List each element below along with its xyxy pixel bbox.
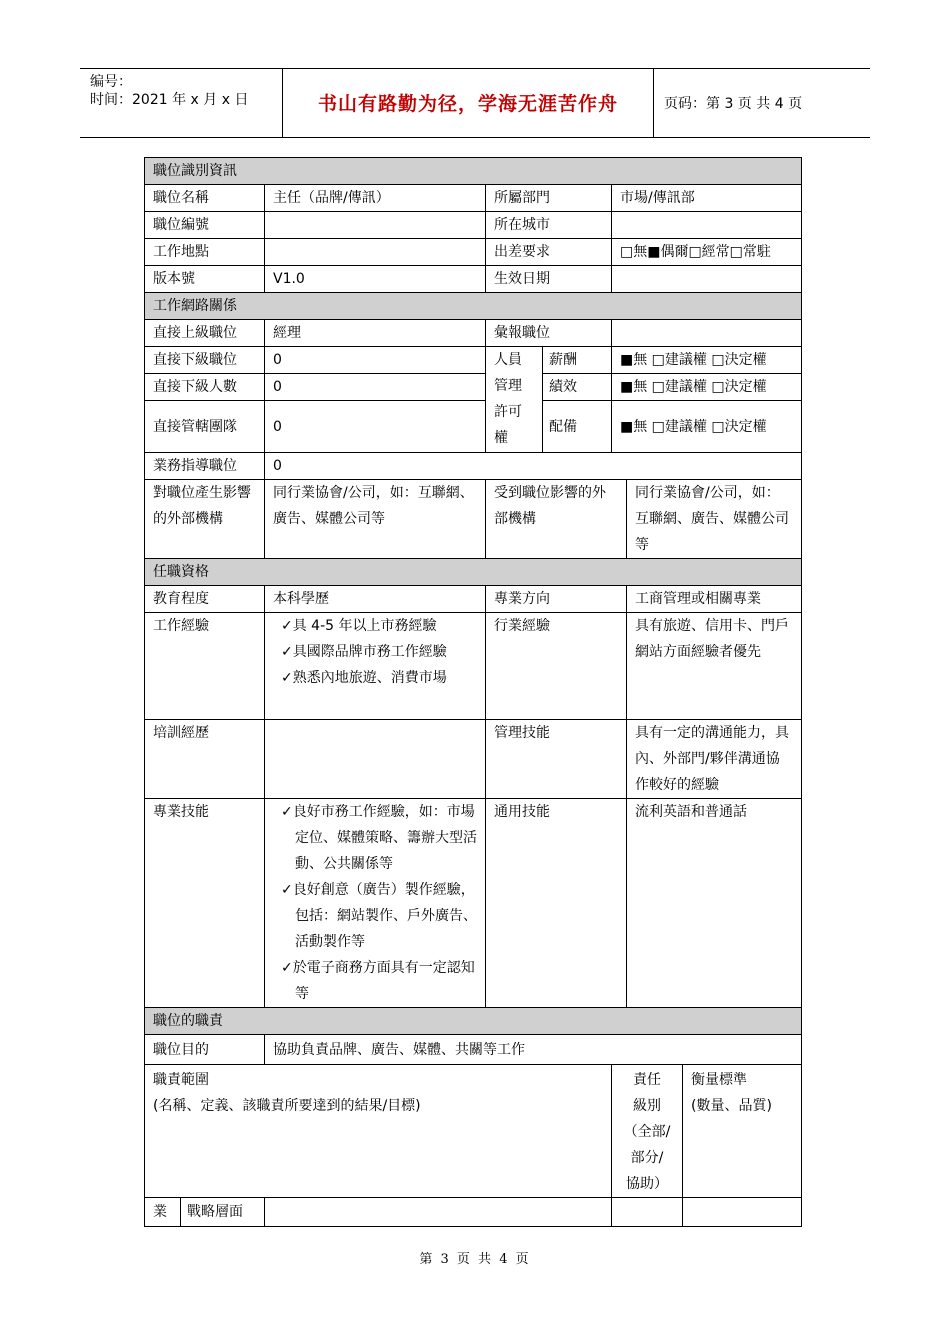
label-effective-date: 生效日期 xyxy=(486,266,612,293)
work-item xyxy=(279,639,477,665)
label-major: 專業方向 xyxy=(486,586,627,613)
label-subordinate-count: 直接下級人數 xyxy=(145,374,265,401)
value-performance-authority: ■無 □建議權 □決定權 xyxy=(612,374,802,401)
value-training xyxy=(265,720,486,799)
label-position-code: 職位編號 xyxy=(145,212,265,239)
level-line: 級別 xyxy=(633,1098,661,1114)
header-responsibility-level xyxy=(612,1065,683,1198)
work-item xyxy=(279,613,477,639)
skill-item xyxy=(279,955,477,1007)
check-icon: ✓ xyxy=(281,882,293,898)
label-professional-skills: 專業技能 xyxy=(145,799,265,1008)
label-hr-authority xyxy=(486,347,543,453)
value-team: 0 xyxy=(265,401,486,453)
skill-item-text: 良好創意（廣告）製作經驗，包括：網站製作、戶外廣告、活動製作等 xyxy=(292,882,477,950)
value-position-code xyxy=(265,212,486,239)
page-footer: 第 3 页 共 4 页 xyxy=(419,1252,531,1267)
label-work-experience: 工作經驗 xyxy=(145,613,265,720)
label-training: 培訓經歷 xyxy=(145,720,265,799)
value-pay-authority: ■無 □建議權 □決定權 xyxy=(612,347,802,374)
label-position-purpose: 職位目的 xyxy=(145,1035,265,1065)
value-external-affected: 同行業協會/公司，如：互聯網、廣告、媒體公司等 xyxy=(627,480,802,559)
check-icon: ✓ xyxy=(281,644,293,660)
doc-date: 时间：2021 年 x 月 x 日 xyxy=(90,92,249,108)
duty-scope-title: 職責範圍 xyxy=(153,1072,209,1088)
label-external-influencers: 對職位產生影響的外部機構 xyxy=(145,480,265,559)
value-major: 工商管理或相關專業 xyxy=(627,586,802,613)
motto: 书山有路勤为径，学海无涯苦作舟 xyxy=(317,93,618,115)
label-team: 直接管轄團隊 xyxy=(145,401,265,453)
label-version: 版本號 xyxy=(145,266,265,293)
label-superior: 直接上級職位 xyxy=(145,320,265,347)
value-external-influencers: 同行業協會/公司，如：互聯網、廣告、媒體公司等 xyxy=(265,480,486,559)
section-identity: 職位識別資訊 xyxy=(145,158,802,185)
value-industry-experience: 具有旅遊、信用卡、門戶網站方面經驗者優先 xyxy=(627,613,802,720)
check-icon: ✓ xyxy=(281,618,293,634)
header-motto-cell xyxy=(283,69,654,137)
header-measure-standard xyxy=(683,1065,802,1198)
header-page-cell xyxy=(654,69,870,137)
label-travel: 出差要求 xyxy=(486,239,612,266)
hr-label-line: 權 xyxy=(494,430,508,446)
check-icon: ✓ xyxy=(281,670,293,686)
work-item-text: 熟悉內地旅遊、消費市場 xyxy=(292,670,447,686)
section-network: 工作網路關係 xyxy=(145,293,802,320)
duty-scope-subtitle: (名稱、定義、該職責所要達到的結果/目標) xyxy=(153,1098,421,1114)
value-department: 市場/傳訊部 xyxy=(612,185,802,212)
value-city xyxy=(612,212,802,239)
value-work-experience xyxy=(265,613,486,720)
label-pay: 薪酬 xyxy=(543,347,612,374)
label-report-to: 彙報職位 xyxy=(486,320,612,347)
label-staffing: 配備 xyxy=(543,401,612,453)
value-position-purpose: 協助負責品牌、廣告、媒體、共關等工作 xyxy=(265,1035,802,1065)
value-business-guide: 0 xyxy=(265,453,802,480)
label-business-category: 業 xyxy=(145,1198,181,1227)
work-item xyxy=(279,665,477,691)
level-line: 責任 xyxy=(633,1072,661,1088)
hr-label-line: 許可 xyxy=(494,404,522,420)
value-management-skills: 具有一定的溝通能力，具內、外部門/夥伴溝通協作較好的經驗 xyxy=(627,720,802,799)
work-item-text: 具國際品牌市務工作經驗 xyxy=(292,644,447,660)
value-subordinate-count: 0 xyxy=(265,374,486,401)
value-position-name: 主任（品牌/傳訊） xyxy=(265,185,486,212)
check-icon: ✓ xyxy=(281,960,293,976)
label-city: 所在城市 xyxy=(486,212,612,239)
level-line: 協助） xyxy=(626,1176,668,1192)
label-work-location: 工作地點 xyxy=(145,239,265,266)
value-staffing-authority: ■無 □建議權 □決定權 xyxy=(612,401,802,453)
skill-item xyxy=(279,799,477,877)
value-professional-skills xyxy=(265,799,486,1008)
label-management-skills: 管理技能 xyxy=(486,720,627,799)
label-performance: 績效 xyxy=(543,374,612,401)
label-business-guide: 業務指導職位 xyxy=(145,453,265,480)
value-superior: 經理 xyxy=(265,320,486,347)
skill-item xyxy=(279,877,477,955)
doc-number: 编号： xyxy=(90,74,132,90)
hr-label-line: 人員 xyxy=(494,352,522,368)
value-effective-date xyxy=(612,266,802,293)
label-general-skills: 通用技能 xyxy=(486,799,627,1008)
value-strategic-measure xyxy=(683,1198,802,1227)
hr-label-line: 管理 xyxy=(494,378,522,394)
page-indicator: 页码：第 3 页 共 4 页 xyxy=(664,96,803,112)
label-education: 教育程度 xyxy=(145,586,265,613)
label-strategic-level: 戰略層面 xyxy=(181,1198,265,1227)
section-qualification: 任職資格 xyxy=(145,559,802,586)
label-industry-experience: 行業經驗 xyxy=(486,613,627,720)
check-icon: ✓ xyxy=(281,804,293,820)
work-item-text: 具 4-5 年以上市務經驗 xyxy=(292,618,437,634)
value-general-skills: 流利英語和普通話 xyxy=(627,799,802,1008)
value-strategic-scope xyxy=(265,1198,612,1227)
job-description-table xyxy=(144,157,802,1227)
skill-item-text: 良好市務工作經驗，如：市場定位、媒體策略、籌辦大型活動、公共關係等 xyxy=(292,804,477,872)
value-work-location xyxy=(265,239,486,266)
value-subordinate: 0 xyxy=(265,347,486,374)
label-subordinate: 直接下級職位 xyxy=(145,347,265,374)
label-department: 所屬部門 xyxy=(486,185,612,212)
header-meta xyxy=(80,69,283,137)
level-line: 部分/ xyxy=(630,1150,664,1166)
measure-subtitle: (數量、品質) xyxy=(691,1098,772,1114)
level-line: （全部/ xyxy=(623,1124,671,1140)
skill-item-text: 於電子商務方面具有一定認知等 xyxy=(292,960,475,1002)
value-education: 本科學歷 xyxy=(265,586,486,613)
label-external-affected: 受到職位影響的外部機構 xyxy=(486,480,627,559)
value-travel: □無■偶爾□經常□常駐 xyxy=(612,239,802,266)
header-duty-scope xyxy=(145,1065,612,1198)
value-version: V1.0 xyxy=(265,266,486,293)
value-strategic-level xyxy=(612,1198,683,1227)
page-header xyxy=(80,68,870,138)
value-report-to xyxy=(612,320,802,347)
label-position-name: 職位名稱 xyxy=(145,185,265,212)
measure-title: 衡量標準 xyxy=(691,1072,747,1088)
section-duties: 職位的職責 xyxy=(145,1008,802,1035)
